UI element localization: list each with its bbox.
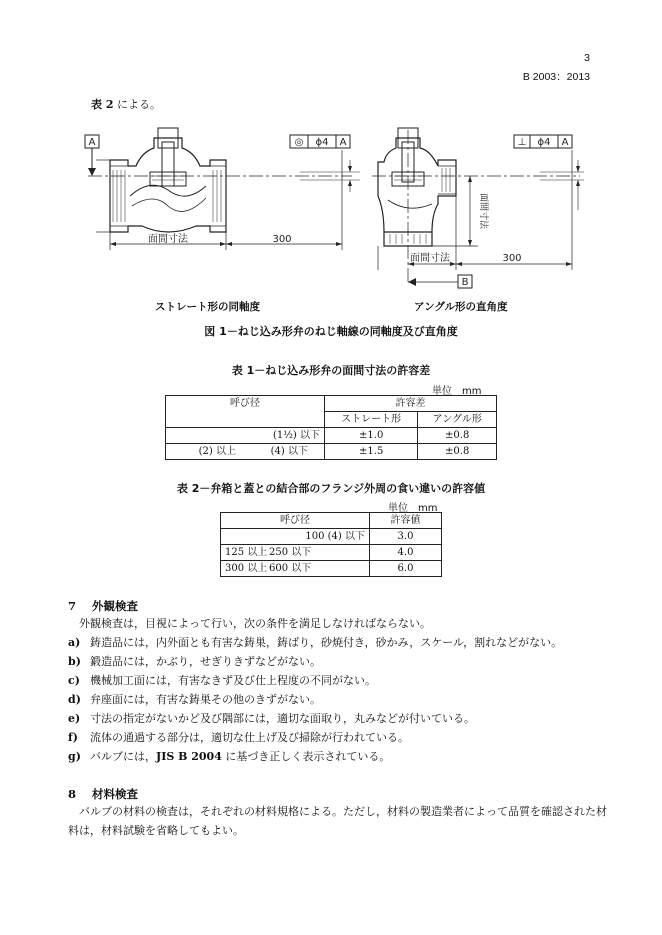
section8-body: バルブの材料の検査は，それぞれの材料規格による。ただし，材料の製造業者によって品質を確認された材料は，材料試験を省略してもよい。 [68,805,607,837]
table2-unit: 単位 mm [388,503,438,514]
concentricity-symbol: ◎ [294,137,304,148]
list-item: b) 鍛造品には，かぶり，せぎりきずなどがない。 [68,655,321,668]
table1-head-angle: アングル形 [418,412,497,428]
table2-size: 125 以上 250 以下 [221,545,370,561]
section7-title: 外観検査 [92,599,138,613]
table2-size: 300 以上 600 以下 [221,561,370,577]
section7-heading [68,598,138,614]
dim-300-right: 300 [502,253,522,264]
caption-angle: アングル形の直角度 [414,301,508,313]
page-number: 3 [584,52,590,64]
table-row [221,545,442,561]
intro-rest: による。 [113,98,161,111]
angle-valve-drawing [372,128,584,288]
jis-reference: JIS B 2004 [156,750,222,763]
section8-heading [68,786,138,802]
list-item: e) 寸法の指定がないかど及び隅部には，適切な面取り，丸みなどが付いている。 [68,712,475,725]
table-ref: 表 2 [91,98,114,111]
section7-number: 7 [68,599,77,613]
fcf-left-tolerance: ϕ4 [315,137,329,148]
straight-valve-drawing [85,128,360,250]
section7-intro: 外観検査は，目視によって行い，次の条件を満足しなければならない。 [79,617,431,630]
datum-a-label: A [88,137,96,148]
table1-angle-value: ±0.8 [418,444,497,460]
table2-size: 100 (4) 以下 [221,529,370,545]
section8-title: 材料検査 [92,787,138,801]
list-item: d) 弁座面には，有害な鋳巣その他のきずがない。 [68,693,321,706]
table1-size: (1½) 以下 [166,428,325,444]
list-item: f) 流体の通過する部分は，適切な仕上げ及び掃除が行われている。 [68,731,409,744]
perpendicularity-symbol: ⊥ [517,137,527,148]
table1-head-straight: ストレート形 [325,412,418,428]
table1-unit: 単位 mm [432,386,482,397]
table1-size: (2) 以上 (4) 以下 [166,444,325,460]
table1-straight-value: ±1.0 [325,428,418,444]
table1 [165,395,497,460]
fcf-right-tolerance: ϕ4 [537,137,551,148]
figure-title: 図 1－ねじ込み形弁のねじ軸線の同軸度及び直角度 [204,325,458,338]
fcf-left-datum: A [339,137,347,148]
table1-straight-value: ±1.5 [325,444,418,460]
list-item: g) バルブには，JIS B 2004 に基づき正しく表示されている。 [68,750,391,763]
table1-head-nominal: 呼び径 [166,396,325,428]
table-row [166,428,497,444]
standard-number: B 2003：2013 [522,71,590,83]
table2-value: 6.0 [370,561,442,577]
table1-angle-value: ±0.8 [418,428,497,444]
section8-number: 8 [68,787,77,801]
table-row [221,529,442,545]
table2-head-nominal: 呼び径 [221,513,370,529]
datum-b-label: B [461,277,469,288]
dim-300-left: 300 [272,234,292,245]
table2-value: 4.0 [370,545,442,561]
list-item: c) 機械加工面には，有害なきず及び仕上程度の不同がない。 [68,674,376,687]
dim-face-to-face-vertical: 面間寸法 [478,192,488,230]
table2-head-value: 許容値 [370,513,442,529]
fcf-right-datum: A [561,137,569,148]
table2-value: 3.0 [370,529,442,545]
table1-title: 表 1－ねじ込み形弁の面間寸法の許容差 [231,364,431,377]
table2-title: 表 2－弁箱と蓋との結合部のフランジ外周の食い違いの許容値 [176,482,486,495]
table-row [166,444,497,460]
list-item: a) 鋳造品には，内外面とも有害な鋳巣，鋳ばり，砂焼付き，砂かみ，スケール，割れなどがない。 [68,636,563,649]
dim-face-to-face-right: 面間寸法 [410,253,450,264]
table1-head-tolerance: 許容差 [325,396,497,412]
caption-straight: ストレート形の同軸度 [155,301,260,313]
figure-1-drawing [0,0,662,330]
table2 [220,512,442,577]
dim-face-to-face-left: 面間寸法 [148,234,188,245]
table-row [221,561,442,577]
